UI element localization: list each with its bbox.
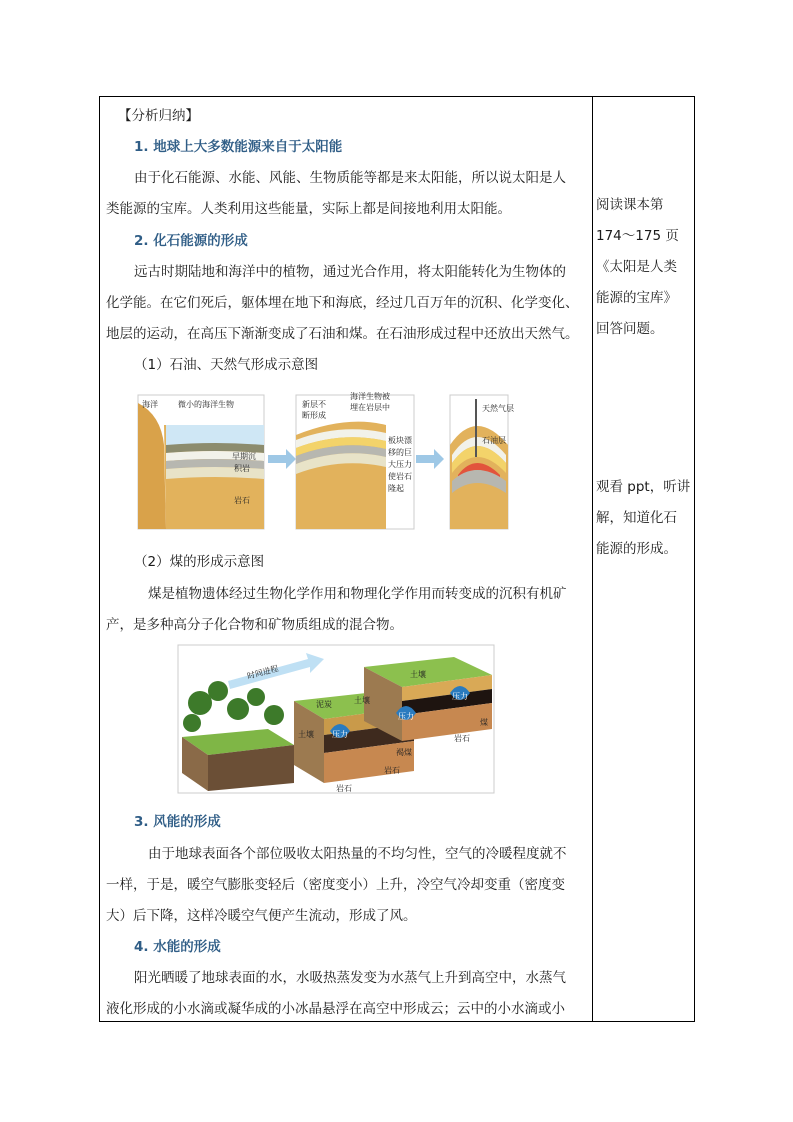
label-pressure-2: 压力 [398, 712, 414, 721]
label-soil-3: 土壤 [410, 670, 426, 679]
label-tiny-organisms: 微小的海洋生物 [178, 400, 234, 409]
paragraph-line: 一样，于是，暖空气膨胀变轻后（密度变小）上升，冷空气冷却变重（密度变 [106, 877, 565, 893]
label-time: 时间进程 [246, 663, 280, 681]
panel-1 [138, 395, 264, 529]
paragraph-line: 由于化石能源、水能、风能、生物质能等都是来太阳能，所以说太阳是人 [134, 170, 566, 186]
side-note-reading [596, 190, 692, 345]
side-line: 能源的宝库》 [596, 290, 677, 306]
label-pressure-1: 压力 [332, 730, 348, 739]
label-plate-5: 隆起 [388, 484, 404, 493]
label-peat: 泥炭 [316, 700, 332, 709]
side-line: 回答问题。 [596, 321, 664, 337]
label-early-1: 早期沉 [232, 452, 256, 461]
label-rock-b: 岩石 [384, 766, 400, 775]
oil-gas-formation-figure [136, 385, 514, 533]
paragraph-line: 煤是植物遗体经过生物化学作用和物理化学作用而转变成的沉积有机矿 [148, 586, 567, 602]
label-oil-layer: 石油层 [482, 436, 506, 445]
label-sea: 海洋 [142, 400, 158, 409]
side-line: 《太阳是人类 [596, 259, 677, 275]
paragraph-line: 远古时期陆地和海洋中的植物，通过光合作用，将太阳能转化为生物体的 [134, 264, 566, 280]
paragraph-line: 化学能。在它们死后，躯体埋在地下和海底，经过几百万年的沉积、化学变化、 [106, 295, 579, 311]
label-plate-2: 移的巨 [388, 448, 412, 457]
label-buried-1: 海洋生物被 [350, 392, 390, 401]
side-note-ppt [596, 472, 692, 565]
label-newlayer-2: 断形成 [302, 411, 326, 420]
label-soil-2: 土壤 [354, 696, 370, 705]
coal-formation-figure [178, 645, 494, 793]
paragraph-line: 地层的运动，在高压下渐渐变成了石油和煤。在石油形成过程中还放出天然气。 [106, 326, 579, 342]
side-line: 阅读课本第 [596, 197, 664, 213]
label-coal: 煤 [480, 718, 488, 727]
label-pressure-3: 压力 [452, 692, 468, 701]
label-soil-1: 土壤 [298, 730, 314, 739]
paragraph-line: 由于地球表面各个部位吸收太阳热量的不均匀性，空气的冷暖程度就不 [148, 846, 567, 862]
column-divider [592, 96, 593, 1022]
panel-3 [450, 395, 514, 529]
paragraph-line: 大）后下降，这样冷暖空气便产生流动，形成了风。 [106, 908, 417, 924]
paragraph-line: 液化形成的小水滴或凝华成的小冰晶悬浮在高空中形成云；云中的小水滴或小 [106, 1001, 565, 1017]
label-rock-a: 岩石 [454, 734, 470, 743]
arrow-icon [416, 449, 444, 469]
label-gas-layer: 天然气层 [482, 404, 514, 413]
side-line: 能源的形成。 [596, 541, 677, 557]
label-buried-2: 埋在岩层中 [350, 403, 390, 412]
heading-solar: 1. 地球上大多数能源来自于太阳能 [134, 139, 343, 155]
heading-water: 4. 水能的形成 [134, 939, 221, 955]
figure-caption: （2）煤的形成示意图 [134, 554, 265, 570]
paragraph-line: 类能源的宝库。人类利用这些能量，实际上都是间接地利用太阳能。 [106, 201, 511, 217]
side-line: 解，知道化石 [596, 510, 677, 526]
label-early-2: 积岩 [234, 464, 250, 473]
arrow-icon [268, 449, 296, 469]
label-plate-1: 板块漂 [388, 436, 412, 445]
label-lignite: 褐煤 [396, 748, 412, 757]
paragraph-line: 阳光晒暖了地球表面的水，水吸热蒸发变为水蒸气上升到高空中，水蒸气 [134, 970, 566, 986]
figure-caption: （1）石油、天然气形成示意图 [134, 357, 319, 373]
heading-fossil: 2. 化石能源的形成 [134, 233, 248, 249]
label-plate-3: 大压力 [388, 460, 412, 469]
heading-wind: 3. 风能的形成 [134, 814, 221, 830]
side-line: 174～175 页 [596, 228, 679, 244]
paragraph-line: 产，是多种高分子化合物和矿物质组成的混合物。 [106, 617, 403, 633]
side-line: 观看 ppt，听讲 [596, 479, 691, 495]
label-plate-4: 使岩石 [388, 472, 412, 481]
section-label: 【分析归纳】 [118, 108, 199, 124]
panel-2 [296, 391, 414, 529]
label-rock-1: 岩石 [234, 496, 250, 505]
label-rock-c: 岩石 [336, 784, 352, 793]
label-newlayer-1: 新层不 [302, 400, 326, 409]
